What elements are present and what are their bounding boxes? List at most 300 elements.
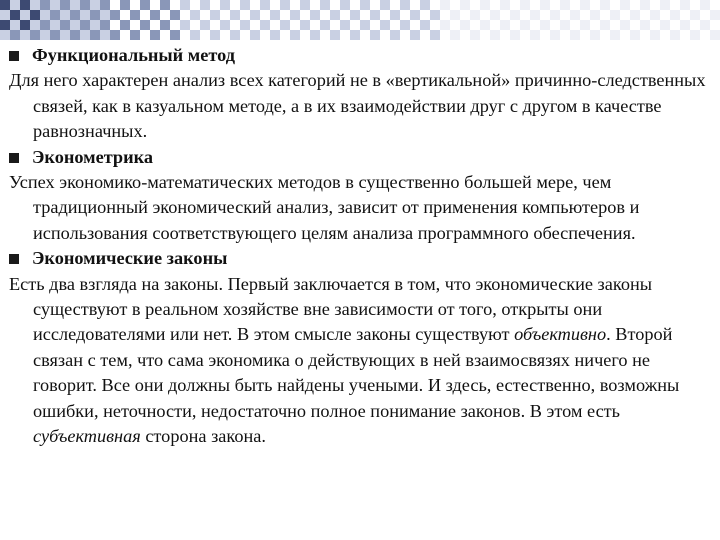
checker-cell <box>280 30 290 40</box>
checker-cell <box>110 30 120 40</box>
checker-cell <box>250 30 260 40</box>
checker-cell <box>480 0 490 10</box>
checker-cell <box>240 20 250 30</box>
checker-cell <box>530 20 540 30</box>
checker-cell <box>570 30 580 40</box>
checker-cell <box>260 20 270 30</box>
checker-cell <box>0 30 10 40</box>
square-bullet-icon <box>9 51 19 61</box>
checker-cell <box>650 10 660 20</box>
checker-cell <box>470 10 480 20</box>
checker-cell <box>220 20 230 30</box>
checker-cell <box>300 30 310 40</box>
checker-cell <box>60 20 70 30</box>
checker-cell <box>90 20 100 30</box>
checker-cell <box>250 0 260 10</box>
checker-cell <box>620 10 630 20</box>
checker-cell <box>350 30 360 40</box>
paragraph-econometrics <box>9 170 714 246</box>
checker-cell <box>330 10 340 20</box>
checker-cell <box>210 30 220 40</box>
checker-cell <box>670 30 680 40</box>
checker-cell <box>560 30 570 40</box>
checker-cell <box>560 10 570 20</box>
checker-cell <box>520 10 530 20</box>
checker-cell <box>190 20 200 30</box>
checker-cell <box>600 10 610 20</box>
section-heading-functional <box>9 43 714 68</box>
checker-cell <box>620 0 630 10</box>
checker-cell <box>390 10 400 20</box>
checker-cell <box>240 10 250 20</box>
checker-cell <box>610 30 620 40</box>
checker-cell <box>570 0 580 10</box>
checker-cell <box>500 10 510 20</box>
checker-cell <box>90 30 100 40</box>
checker-cell <box>670 20 680 30</box>
checker-cell <box>310 10 320 20</box>
checker-cell <box>100 20 110 30</box>
checker-cell <box>20 20 30 30</box>
checker-cell <box>500 20 510 30</box>
section-heading-econometrics <box>9 145 714 170</box>
checker-cell <box>620 20 630 30</box>
checker-cell <box>40 10 50 20</box>
checker-cell <box>120 20 130 30</box>
checker-cell <box>570 20 580 30</box>
checker-cell <box>660 30 670 40</box>
checker-cell <box>530 0 540 10</box>
checker-cell <box>430 20 440 30</box>
checker-cell <box>510 10 520 20</box>
checker-cell <box>510 20 520 30</box>
checker-cell <box>70 0 80 10</box>
checker-cell <box>310 20 320 30</box>
paragraph-economic-laws <box>9 272 714 450</box>
checker-cell <box>340 30 350 40</box>
checker-cell <box>230 20 240 30</box>
checker-cell <box>670 0 680 10</box>
checker-cell <box>470 0 480 10</box>
checker-cell <box>130 30 140 40</box>
checker-cell <box>550 20 560 30</box>
checker-cell <box>220 0 230 10</box>
paragraph-functional <box>9 68 714 144</box>
checker-cell <box>370 20 380 30</box>
checker-cell <box>390 20 400 30</box>
checker-cell <box>180 0 190 10</box>
checker-cell <box>630 30 640 40</box>
checker-cell <box>130 20 140 30</box>
checker-cell <box>350 10 360 20</box>
checker-cell <box>170 20 180 30</box>
checker-cell <box>300 20 310 30</box>
checker-cell <box>120 10 130 20</box>
checker-cell <box>680 30 690 40</box>
checker-cell <box>550 30 560 40</box>
checker-cell <box>410 10 420 20</box>
checker-cell <box>60 30 70 40</box>
checker-cell <box>330 20 340 30</box>
checker-cell <box>190 10 200 20</box>
checker-cell <box>260 30 270 40</box>
checker-cell <box>540 20 550 30</box>
checker-cell <box>0 0 10 10</box>
checker-cell <box>340 0 350 10</box>
checker-cell <box>90 10 100 20</box>
checker-cell <box>380 20 390 30</box>
checker-cell <box>590 30 600 40</box>
paragraph-text: Успех экономико-математических методов в существенно большей мере, чем традиционный экономический анализ, зависит от применения компьютеров и использования соответствующего целям анализа программного обеспечения. <box>9 172 640 243</box>
checker-cell <box>460 10 470 20</box>
checker-cell <box>200 0 210 10</box>
checker-cell <box>30 0 40 10</box>
checker-cell <box>490 20 500 30</box>
checker-cell <box>190 0 200 10</box>
checker-cell <box>160 20 170 30</box>
checker-cell <box>450 20 460 30</box>
checker-cell <box>400 10 410 20</box>
checker-cell <box>50 20 60 30</box>
checker-cell <box>250 10 260 20</box>
checker-cell <box>660 20 670 30</box>
checker-cell <box>40 30 50 40</box>
checker-cell <box>590 10 600 20</box>
checker-cell <box>670 10 680 20</box>
checker-cell <box>550 10 560 20</box>
checker-cell <box>700 30 710 40</box>
checker-cell <box>20 30 30 40</box>
checker-cell <box>360 10 370 20</box>
checker-cell <box>640 10 650 20</box>
checker-cell <box>500 0 510 10</box>
checker-cell <box>630 10 640 20</box>
checker-cell <box>330 0 340 10</box>
checker-cell <box>290 0 300 10</box>
checker-cell <box>460 20 470 30</box>
checker-cell <box>680 20 690 30</box>
italic-term: субъективная <box>33 426 141 447</box>
checker-cell <box>280 0 290 10</box>
checker-cell <box>650 30 660 40</box>
checker-cell <box>550 0 560 10</box>
checker-cell <box>480 20 490 30</box>
checker-cell <box>660 0 670 10</box>
checker-cell <box>70 20 80 30</box>
checker-cell <box>200 20 210 30</box>
checker-cell <box>600 20 610 30</box>
checker-cell <box>180 20 190 30</box>
checker-cell <box>0 20 10 30</box>
checker-cell <box>490 0 500 10</box>
checker-cell <box>320 30 330 40</box>
checker-cell <box>590 20 600 30</box>
checker-cell <box>560 20 570 30</box>
checker-cell <box>460 30 470 40</box>
checker-cell <box>450 0 460 10</box>
checker-cell <box>700 10 710 20</box>
square-bullet-icon <box>9 153 19 163</box>
checker-cell <box>710 10 720 20</box>
checker-cell <box>10 30 20 40</box>
checker-cell <box>610 0 620 10</box>
checker-cell <box>240 0 250 10</box>
checker-cell <box>270 20 280 30</box>
checker-cell <box>40 0 50 10</box>
checker-cell <box>580 20 590 30</box>
checker-cell <box>140 0 150 10</box>
checker-cell <box>100 10 110 20</box>
checker-cell <box>90 0 100 10</box>
checker-cell <box>260 0 270 10</box>
checker-cell <box>350 0 360 10</box>
checker-cell <box>250 20 260 30</box>
checker-cell <box>20 10 30 20</box>
checker-cell <box>370 0 380 10</box>
checker-cell <box>40 20 50 30</box>
checker-cell <box>260 10 270 20</box>
checker-cell <box>700 20 710 30</box>
checker-cell <box>130 0 140 10</box>
slide-content <box>9 43 714 450</box>
checker-cell <box>660 10 670 20</box>
paragraph-text: сторона закона. <box>140 426 266 447</box>
checker-cell <box>80 30 90 40</box>
checker-cell <box>220 10 230 20</box>
checker-cell <box>610 10 620 20</box>
checker-cell <box>580 30 590 40</box>
checker-cell <box>20 0 30 10</box>
checker-cell <box>620 30 630 40</box>
checker-cell <box>140 30 150 40</box>
decorative-checker-banner <box>0 0 720 40</box>
checker-cell <box>410 0 420 10</box>
checker-cell <box>690 10 700 20</box>
checker-cell <box>210 20 220 30</box>
checker-cell <box>170 10 180 20</box>
checker-cell <box>190 30 200 40</box>
checker-cell <box>180 30 190 40</box>
checker-cell <box>440 20 450 30</box>
checker-cell <box>710 20 720 30</box>
checker-cell <box>400 30 410 40</box>
square-bullet-icon <box>9 254 19 264</box>
checker-cell <box>600 0 610 10</box>
checker-cell <box>80 10 90 20</box>
checker-cell <box>310 30 320 40</box>
checker-cell <box>650 0 660 10</box>
checker-cell <box>160 30 170 40</box>
checker-cell <box>540 30 550 40</box>
checker-cell <box>140 20 150 30</box>
checker-cell <box>290 10 300 20</box>
checker-cell <box>380 30 390 40</box>
checker-cell <box>80 0 90 10</box>
checker-cell <box>360 20 370 30</box>
checker-cell <box>420 0 430 10</box>
checker-cell <box>540 10 550 20</box>
checker-cell <box>410 30 420 40</box>
checker-cell <box>30 20 40 30</box>
checker-cell <box>70 30 80 40</box>
checker-cell <box>70 10 80 20</box>
checker-cell <box>50 10 60 20</box>
checker-cell <box>510 0 520 10</box>
checker-cell <box>170 30 180 40</box>
checker-cell <box>270 10 280 20</box>
checker-cell <box>130 10 140 20</box>
heading-text: Функциональный метод <box>32 45 235 65</box>
checker-cell <box>580 10 590 20</box>
checker-cell <box>420 20 430 30</box>
heading-text: Эконометрика <box>32 146 154 167</box>
checker-cell <box>520 0 530 10</box>
checker-cell <box>10 0 20 10</box>
checker-cell <box>700 0 710 10</box>
checker-cell <box>590 0 600 10</box>
checker-cell <box>630 0 640 10</box>
checker-cell <box>710 0 720 10</box>
checker-cell <box>310 0 320 10</box>
checker-cell <box>280 10 290 20</box>
paragraph-text: . Второй связан с тем, что сама экономика о действующих в ней взаимосвязях ничего не говорит. Все они должны быть найдены учеными. И здесь, естественно, возможны ошибки, неточности, недостаточно полное понимание законов. В этом есть <box>33 324 680 421</box>
checker-cell <box>170 0 180 10</box>
checker-cell <box>320 0 330 10</box>
checker-cell <box>120 0 130 10</box>
checker-cell <box>540 0 550 10</box>
checker-cell <box>200 10 210 20</box>
checker-cell <box>350 20 360 30</box>
checker-cell <box>530 30 540 40</box>
checker-cell <box>150 20 160 30</box>
section-heading-economic-laws <box>9 246 714 271</box>
checker-cell <box>280 20 290 30</box>
checker-cell <box>290 30 300 40</box>
checker-cell <box>440 30 450 40</box>
checker-cell <box>400 20 410 30</box>
checker-cell <box>100 30 110 40</box>
checker-cell <box>320 10 330 20</box>
checker-cell <box>690 30 700 40</box>
checker-cell <box>0 10 10 20</box>
checker-cell <box>110 10 120 20</box>
checker-cell <box>230 10 240 20</box>
checker-cell <box>220 30 230 40</box>
checker-cell <box>210 0 220 10</box>
paragraph-text: Есть два взгляда на законы. Первый заключается в том, что экономические законы существуют в реальном хозяйстве вне зависимости от того, открыты они исследователями или нет. В этом смысле законы существуют <box>9 273 653 345</box>
checker-cell <box>270 30 280 40</box>
checker-cell <box>60 10 70 20</box>
checker-cell <box>640 20 650 30</box>
checker-cell <box>340 10 350 20</box>
checker-cell <box>10 10 20 20</box>
checker-cell <box>640 0 650 10</box>
checker-cell <box>640 30 650 40</box>
checker-cell <box>230 0 240 10</box>
checker-cell <box>440 0 450 10</box>
checker-cell <box>120 30 130 40</box>
checker-cell <box>50 0 60 10</box>
checker-cell <box>390 30 400 40</box>
checker-cell <box>320 20 330 30</box>
checker-cell <box>80 20 90 30</box>
checker-cell <box>240 30 250 40</box>
checker-cell <box>50 30 60 40</box>
checker-cell <box>330 30 340 40</box>
checker-cell <box>30 30 40 40</box>
checker-cell <box>410 20 420 30</box>
checker-cell <box>420 30 430 40</box>
checker-cell <box>710 30 720 40</box>
checker-cell <box>420 10 430 20</box>
checker-cell <box>60 0 70 10</box>
checker-cell <box>440 10 450 20</box>
checker-cell <box>210 10 220 20</box>
italic-term: объективно <box>514 324 607 345</box>
checker-cell <box>110 20 120 30</box>
paragraph-text: Для него характерен анализ всех категорий не в «вертикальной» причинно-следственных связей, как в казуальном методе, а в их взаимодействии друг с другом в качестве равнозначных. <box>9 70 706 142</box>
checker-cell <box>480 10 490 20</box>
checker-cell <box>530 10 540 20</box>
checker-cell <box>270 0 280 10</box>
checker-cell <box>680 10 690 20</box>
checker-cell <box>470 20 480 30</box>
checker-cell <box>510 30 520 40</box>
checker-cell <box>520 20 530 30</box>
checker-cell <box>490 10 500 20</box>
checker-cell <box>150 10 160 20</box>
checker-cell <box>390 0 400 10</box>
checker-cell <box>460 0 470 10</box>
checker-cell <box>680 0 690 10</box>
checker-cell <box>140 10 150 20</box>
checker-cell <box>600 30 610 40</box>
checker-cell <box>580 0 590 10</box>
checker-cell <box>610 20 620 30</box>
checker-cell <box>650 20 660 30</box>
checker-cell <box>160 10 170 20</box>
checker-cell <box>360 30 370 40</box>
checker-cell <box>430 0 440 10</box>
checker-cell <box>470 30 480 40</box>
checker-cell <box>10 20 20 30</box>
checker-cell <box>160 0 170 10</box>
checker-cell <box>200 30 210 40</box>
checker-cell <box>100 0 110 10</box>
checker-cell <box>490 30 500 40</box>
checker-cell <box>430 10 440 20</box>
checker-cell <box>500 30 510 40</box>
checker-cell <box>480 30 490 40</box>
checker-cell <box>630 20 640 30</box>
checker-cell <box>570 10 580 20</box>
checker-cell <box>430 30 440 40</box>
checker-cell <box>30 10 40 20</box>
checker-cell <box>520 30 530 40</box>
checker-cell <box>150 30 160 40</box>
checker-cell <box>450 30 460 40</box>
checker-cell <box>110 0 120 10</box>
checker-cell <box>450 10 460 20</box>
checker-cell <box>150 0 160 10</box>
checker-cell <box>340 20 350 30</box>
checker-cell <box>300 10 310 20</box>
heading-text: Экономические законы <box>32 248 228 269</box>
checker-cell <box>230 30 240 40</box>
checker-cell <box>380 10 390 20</box>
checker-cell <box>290 20 300 30</box>
checker-cell <box>370 30 380 40</box>
